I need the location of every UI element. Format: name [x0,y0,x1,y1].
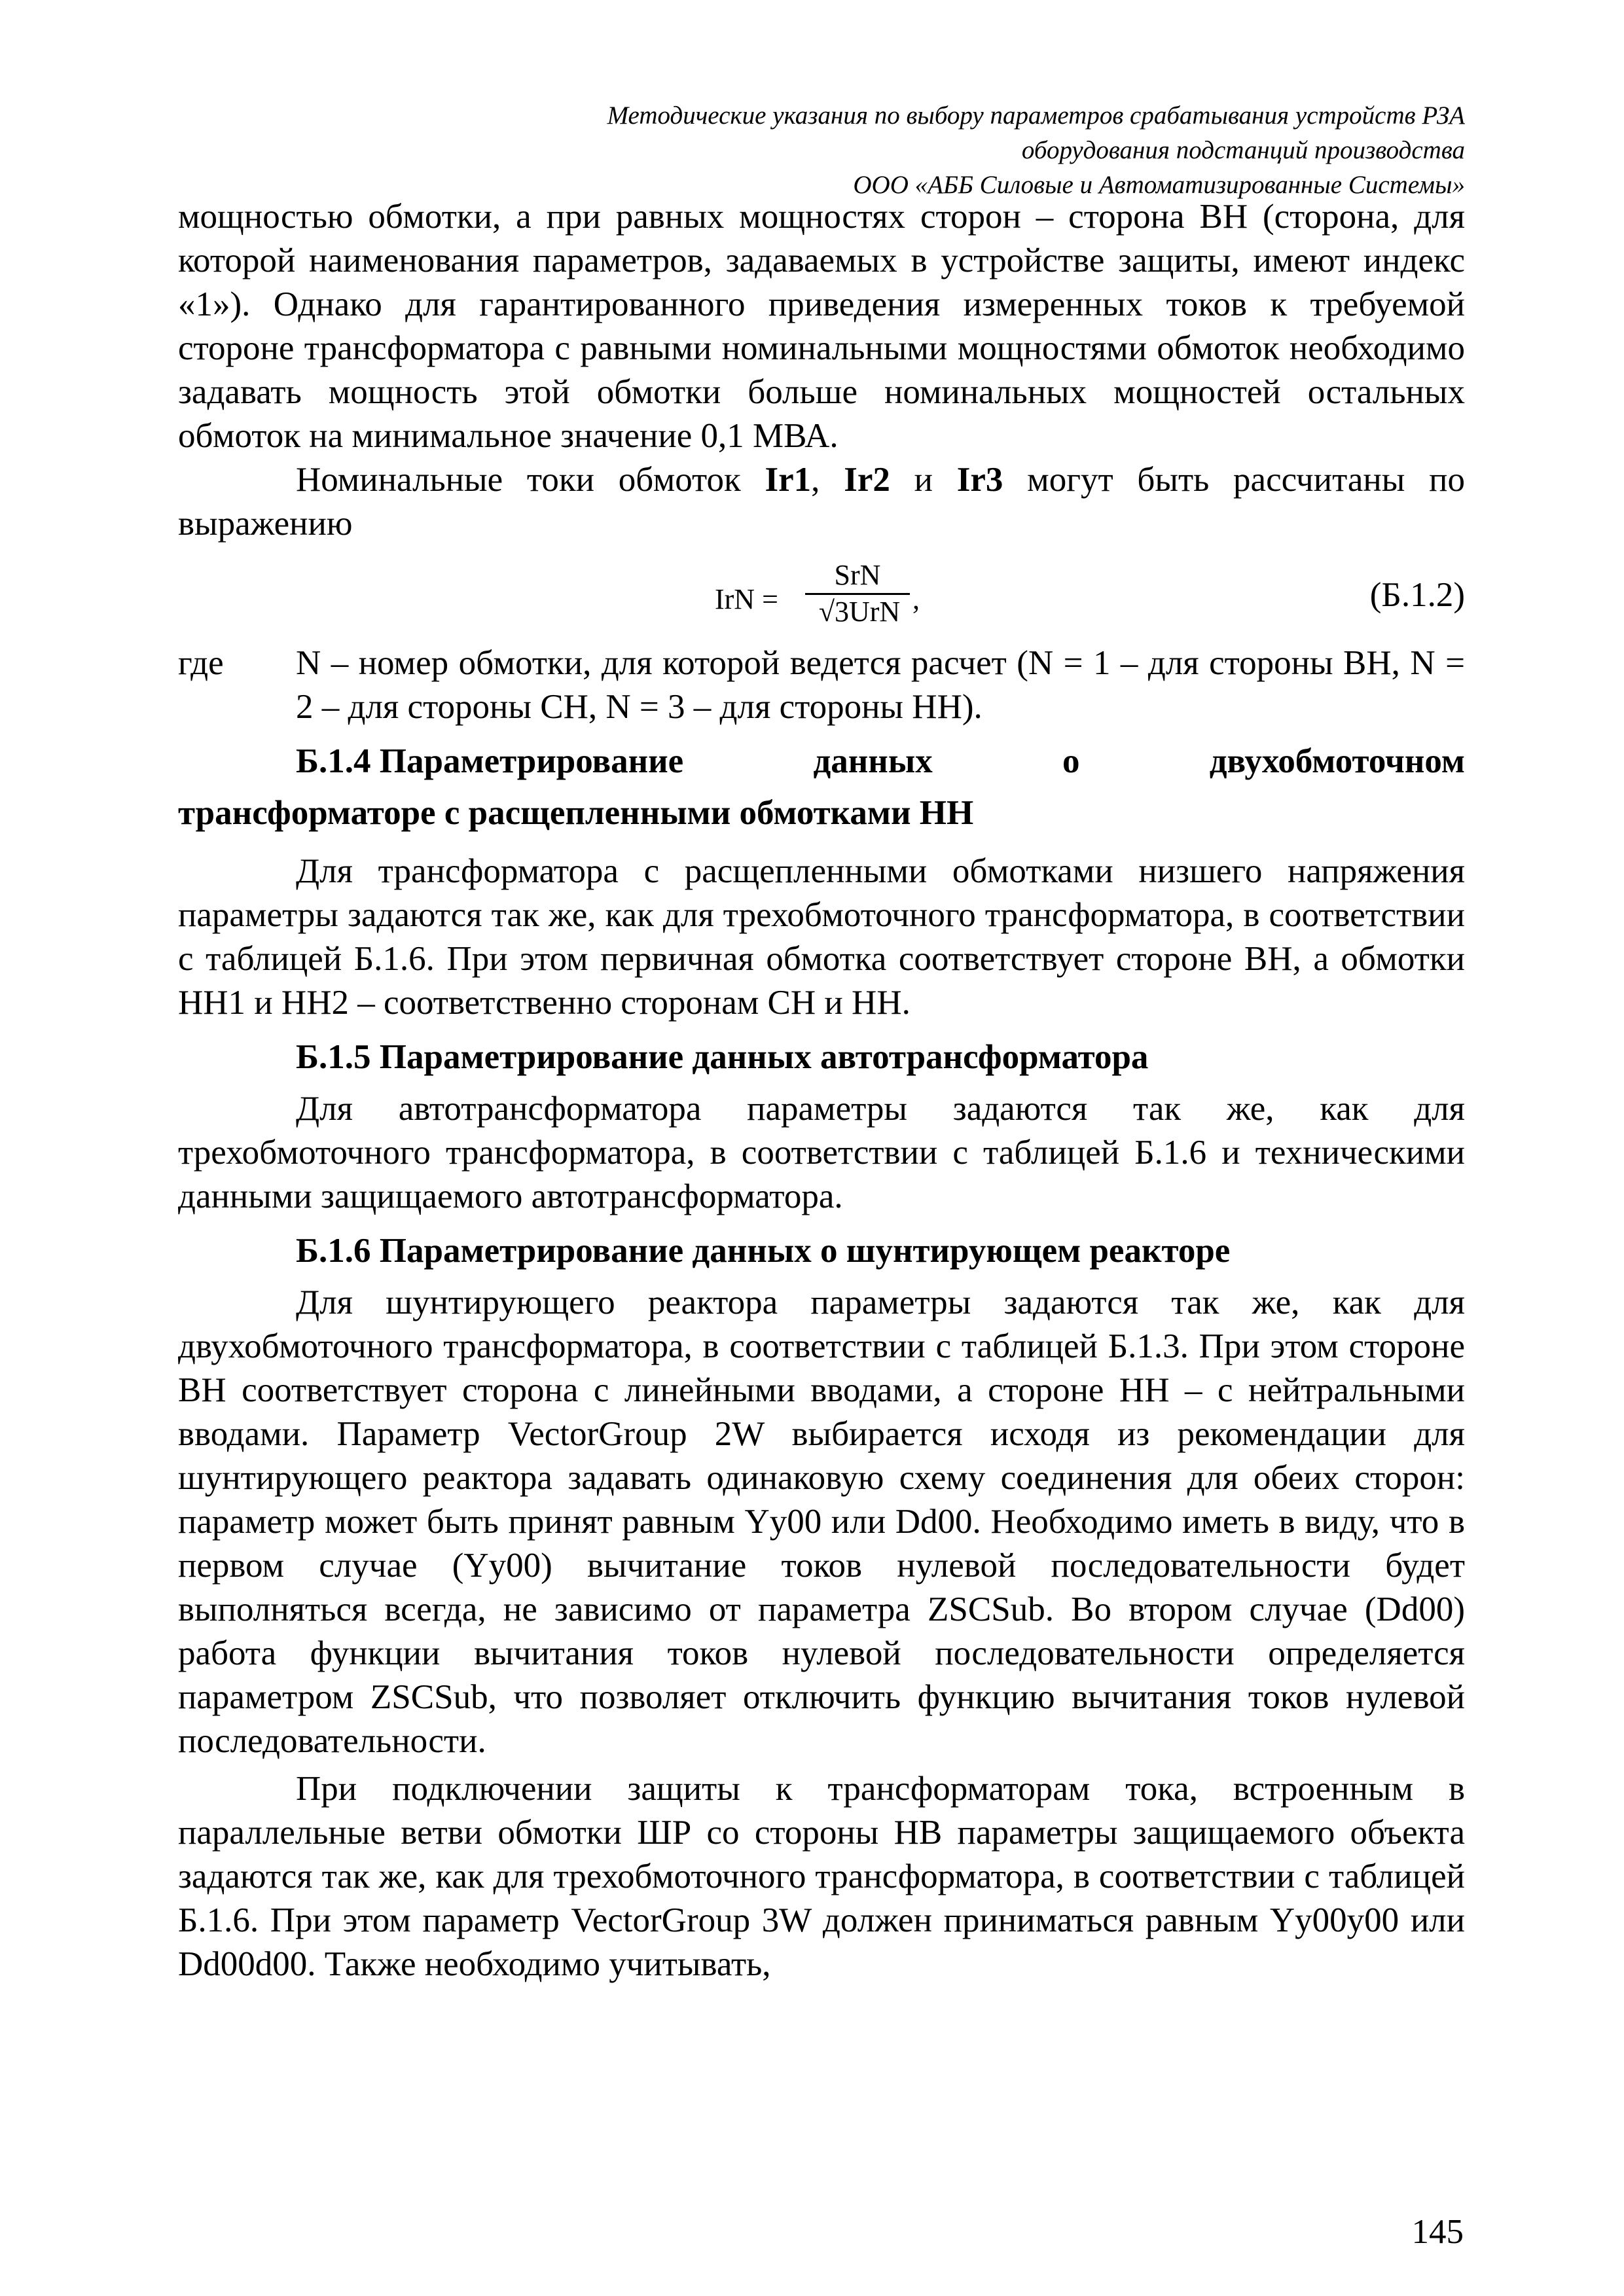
formula-fraction [805,559,910,629]
paragraph-split-winding: Для трансформатора с расщепленными обмотками низшего напряжения параметры задаются так же, как для трехобмоточного трансформатора, в соответствии с таблицей Б.1.6. При этом первичная обмотка соответствует стороне ВН, а обмотки НН1 и НН2 – соответственно сторонам СН и НН. [178,852,1465,1022]
page-number: 145 [1411,2213,1464,2251]
header-line-3: ООО «АББ Силовые и Автоматизированные Системы» [853,171,1465,199]
formula-numerator: SrN [805,559,910,595]
text-fragment: , [811,461,844,499]
text-fragment: Номинальные токи обмоток [296,461,765,499]
section-heading-b15: Б.1.5 Параметрирование данных автотрансформатора [296,1038,1149,1076]
where-label: где [178,644,224,682]
sqrt-symbol: √3 [818,596,849,628]
heading-word: о [1062,742,1080,780]
formula-b12 [178,546,1465,641]
text-fragment: могут быть рассчитаны по выражению [178,461,1466,543]
text-fragment: и [890,461,957,499]
param-ir1: Ir1 [765,461,812,499]
running-header [418,98,1465,202]
paragraph-shunt-reactor: Для шунтирующего реактора параметры задаются так же, как для двухобмоточного трансформатора, в соответствии с таблицей Б.1.3. При этом стороне ВН соответствует сторона с линейными вводами, а стороне НН – с нейтральными вводами. Параметр VectorGroup 2W выбирается исходя из рекомендации для шунтирующего реактора задавать одинаковую схему соединения для обеих сторон: параметр может быть принят равным Yy00 или Dd00. Необходимо иметь в виду, что в первом случае (Yy00) вычитание токов нулевой последовательности будет выполняться всегда, не зависимо от параметра ZSCSub. Во втором случае (Dd00) работа функции вычитания токов нулевой последовательности определяется параметром ZSCSub, что позволяет отключить функцию вычитания токов нулевой последовательности. [178,1283,1465,1760]
param-ir2: Ir2 [844,461,890,499]
section-heading-b16: Б.1.6 Параметрирование данных о шунтирующем реакторе [296,1232,1231,1270]
section-heading-b14 [178,740,1465,783]
paragraph-rated-currents [178,458,1465,546]
paragraph-autotransformer: Для автотрансформатора параметры задаются так же, как для трехобмоточного трансформатора, в соответствии с таблицей Б.1.6 и техническими данными защищаемого автотрансформатора. [178,1090,1465,1215]
paragraph-continued: мощностью обмотки, а при равных мощностях сторон – сторона ВН (сторона, для которой наименования параметров, задаваемых в устройстве защиты, имеют индекс «1»). Однако для гарантированного приведения измеренных токов к требуемой стороне трансформатора с равными номинальными мощностями обмоток необходимо задавать мощность этой обмотки больше номинальных мощностей остальных обмоток на минимальное значение 0,1 МВА. [178,198,1465,455]
param-ir3: Ir3 [956,461,1003,499]
section-heading-b14-line2: трансформаторе с расщепленными обмотками НН [178,794,974,832]
denominator-rest: UrN [848,596,901,628]
page-body [178,195,1465,1986]
formula-comma: , [912,583,920,615]
header-line-1: Методические указания по выбору параметров срабатывания устройств РЗА [607,101,1465,130]
formula-lhs: IrN = [715,583,778,615]
where-clause [178,641,1465,729]
heading-word: двухобмоточном [1209,742,1465,780]
sqrt-argument: 3 [834,596,849,628]
where-text: N – номер обмотки, для которой ведется расчет (N = 1 – для стороны ВН, N = 2 – для стороны СН, N = 3 – для стороны НН). [296,644,1465,726]
formula-denominator [805,595,910,629]
heading-word: Б.1.4 Параметрирование [296,742,684,780]
paragraph-ct-connection: При подключении защиты к трансформаторам тока, встроенным в параллельные ветви обмотки ШР со стороны НВ параметры защищаемого объекта задаются так же, как для трехобмоточного трансформатора, в соответствии с таблицей Б.1.6. При этом параметр VectorGroup 3W должен приниматься равным Yy00y00 или Dd00d00. Также необходимо учитывать, [178,1770,1465,1983]
heading-word: данных [813,742,933,780]
equation-number: (Б.1.2) [1369,576,1465,614]
header-line-2: оборудования подстанций производства [1021,136,1465,164]
heading-line [296,740,1465,783]
